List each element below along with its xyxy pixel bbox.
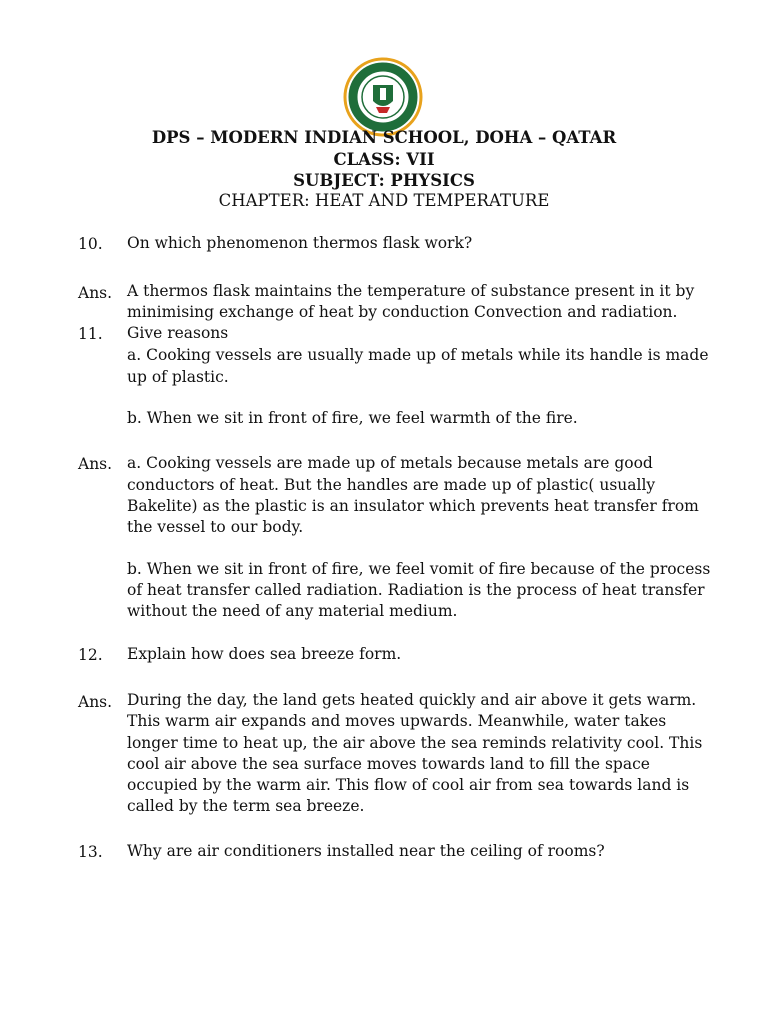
question-subpart: up of plastic. bbox=[127, 368, 229, 386]
class-line bbox=[0, 150, 768, 169]
answer-line: This warm air expands and moves upwards. Meanwhile, water takes bbox=[127, 712, 667, 730]
subject-value: : PHYSICS bbox=[378, 171, 475, 190]
class-label: CLASS bbox=[333, 150, 395, 169]
answer-line: During the day, the land gets heated quickly and air above it gets warm. bbox=[127, 691, 697, 709]
question-text: Give reasons bbox=[127, 324, 229, 342]
answer-line: longer time to heat up, the air above the sea reminds relativity cool. This bbox=[127, 734, 703, 752]
answer-line: Bakelite) as the plastic is an insulator which prevents heat transfer from bbox=[127, 497, 699, 515]
answer-line: cool air above the sea surface moves towards land to fill the space bbox=[127, 755, 650, 773]
question-subpart: a. Cooking vessels are usually made up of metals while its handle is made bbox=[127, 346, 709, 364]
answer-label: Ans. bbox=[78, 284, 113, 302]
chapter-title: CHAPTER: HEAT AND TEMPERATURE bbox=[218, 191, 550, 210]
answer-line: without the need of any material medium. bbox=[127, 602, 458, 620]
question-subpart: b. When we sit in front of fire, we feel warmth of the fire. bbox=[127, 409, 578, 427]
answer-line: A thermos flask maintains the temperature of substance present in it by bbox=[127, 282, 695, 300]
subject-label: SUBJECT bbox=[293, 171, 379, 190]
answer-label: Ans. bbox=[78, 693, 113, 711]
question-text: On which phenomenon thermos flask work? bbox=[127, 234, 473, 252]
answer-line: occupied by the warm air. This flow of cool air from sea towards land is bbox=[127, 776, 690, 794]
school-logo bbox=[343, 57, 423, 137]
question-number: 10. bbox=[78, 235, 103, 253]
subject-line bbox=[0, 171, 768, 190]
question-number: 12. bbox=[78, 646, 103, 664]
answer-line: of heat transfer called radiation. Radiation is the process of heat transfer bbox=[127, 581, 705, 599]
school-name: DPS – MODERN INDIAN SCHOOL, DOHA – QATAR bbox=[151, 128, 617, 147]
question-text: Explain how does sea breeze form. bbox=[127, 645, 402, 663]
answer-line: b. When we sit in front of fire, we feel vomit of fire because of the process bbox=[127, 560, 711, 578]
answer-line: minimising exchange of heat by conduction Convection and radiation. bbox=[127, 303, 678, 321]
answer-label: Ans. bbox=[78, 455, 113, 473]
answer-line: conductors of heat. But the handles are made up of plastic( usually bbox=[127, 476, 656, 494]
class-value: : VII bbox=[394, 150, 435, 169]
answer-line: called by the term sea breeze. bbox=[127, 797, 365, 815]
question-text: Why are air conditioners installed near the ceiling of rooms? bbox=[127, 842, 605, 860]
question-number: 11. bbox=[78, 325, 103, 343]
answer-line: a. Cooking vessels are made up of metals because metals are good bbox=[127, 454, 653, 472]
question-number: 13. bbox=[78, 843, 103, 861]
answer-line: the vessel to our body. bbox=[127, 518, 304, 536]
